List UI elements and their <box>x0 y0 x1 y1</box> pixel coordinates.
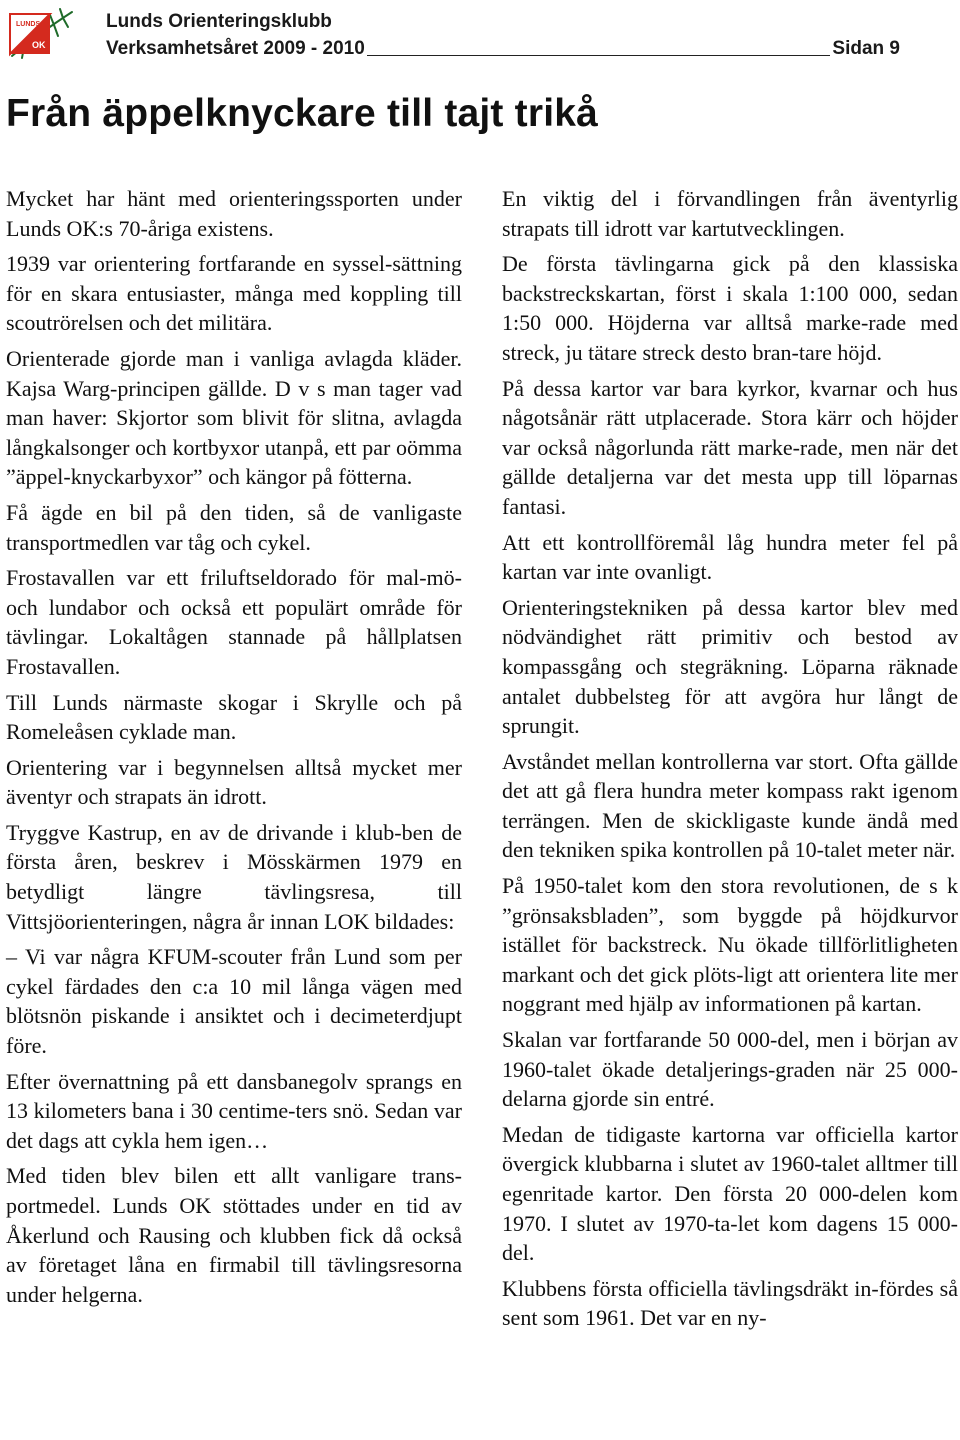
header-text <box>106 8 900 62</box>
paragraph: På dessa kartor var bara kyrkor, kvarnar och hus någotsånär rätt utplacerade. Stora kärr och höjder var också någorlunda rätt marke-rade, men när det gällde detaljerna var det mesta upp till löparnas fantasi. <box>502 375 958 519</box>
paragraph: Orienterade gjorde man i vanliga avlagda kläder. Kajsa Warg-principen gällde. D v s man tager vad man haver: Skjortor som blivit för slitna, avlagda långkalsonger och kortbyxor utanpå, ett par oömma ”äppel-knyckarbyxor” och kängor på fötterna. <box>6 345 462 490</box>
paragraph: De första tävlingarna gick på den klassiska backstreckskartan, först i skala 1:100 000, sedan 1:50 000. Höjderna var alltså marke-rade med streck, ju tätare streck desto bran-tare höjd. <box>502 251 958 365</box>
article-title: Från äppelknyckare till tajt trikå <box>6 92 599 135</box>
year-label: Verksamhetsåret 2009 - 2010 <box>106 38 365 59</box>
svg-text:OK: OK <box>32 40 46 50</box>
paragraph: En viktig del i förvandlingen från äventyrlig strapats till idrott var kartutvecklingen. <box>502 186 958 241</box>
paragraph: Medan de tidigaste kartorna var officiella kartor övergick klubbarna i slutet av 1960-talet alltmer till egenritade kartor. Den första 20 000-delen kom 1970. I slutet av 1970-ta-let kom dagens 15 000-del. <box>502 1121 958 1266</box>
right-column <box>502 184 958 1339</box>
page-header <box>0 0 960 70</box>
club-logo-icon <box>2 4 74 64</box>
paragraph: Skalan var fortfarande 50 000-del, men i början av 1960-talet ökade detaljerings-graden när 25 000-delarna gjorde sin entré. <box>502 1027 958 1112</box>
paragraph: Tryggve Kastrup, en av de drivande i klub-ben de första åren, beskrev i Mösskärmen 1979 en betydligt längre tävlingsresa, till Vittsjöorienteringen, några år innan LOK bildades: <box>6 819 462 934</box>
paragraph: Frostavallen var ett friluftseldorado för mal-mö- och lundabor och också ett populärt område för tävlingar. Lokaltågen stannade på hållplatsen Frostavallen. <box>6 565 462 679</box>
paragraph: Till Lunds närmaste skogar i Skrylle och på Romeleåsen cyklade man. <box>6 689 462 745</box>
paragraph: Klubbens första officiella tävlingsdräkt in-fördes så sent som 1961. Det var en ny- <box>502 1275 958 1331</box>
paragraph: – Vi var några KFUM-scouter från Lund som per cykel färdades den c:a 10 mil långa vägen med blötsnön piskande i ansiktet och i decimeterdjupt före. <box>6 944 462 1059</box>
paragraph: På 1950-talet kom den stora revolutionen, de s k ”grönsaksbladen”, som byggde på höjdkurvor istället för backstreck. Nu ökade tillförlitligheten markant och det gick plöts-ligt att orientera lite mer noggrant med hjälp av informationen på kartan. <box>502 873 958 1017</box>
paragraph: Efter övernattning på ett dansbanegolv sprangs en 13 kilometers bana i 30 centime-ters snö. Sedan var det dags att cykla hem igen… <box>6 1068 462 1153</box>
header-rule <box>367 55 831 56</box>
page-number: Sidan 9 <box>832 38 900 59</box>
header-line <box>106 35 900 62</box>
paragraph: Orienteringstekniken på dessa kartor blev med nödvändighet rätt primitiv och bestod av kompassgång och stegräkning. Löparna räknade antalet dubbelsteg för att avgöra hur långt de sprungit. <box>502 594 958 739</box>
svg-text:LUNDS: LUNDS <box>16 21 41 28</box>
paragraph: Avståndet mellan kontrollerna var stort. Ofta gällde det att gå flera hundra meter kompass rakt igenom terrängen. Men de skickligaste kunde ändå med den tekniken spika kontrollen på 10-talet meter när. <box>502 748 958 863</box>
left-column <box>6 184 462 1315</box>
paragraph: Mycket har hänt med orienteringssporten under Lunds OK:s 70-åriga existens. <box>6 186 462 241</box>
paragraph: Orientering var i begynnelsen alltså mycket mer äventyr och strapats än idrott. <box>6 754 462 810</box>
paragraph: 1939 var orientering fortfarande en syssel-sättning för en skara entusiaster, många med koppling till scoutrörelsen och det militära. <box>6 251 462 336</box>
paragraph: Med tiden blev bilen ett allt vanligare trans-portmedel. Lunds OK stöttades under en tid av Åkerlund och Rausing och klubben fick då också av företaget låna en firmabil till tävlingsresorna under helgerna. <box>6 1163 462 1307</box>
paragraph: Att ett kontrollföremål låg hundra meter fel på kartan var inte ovanligt. <box>502 529 958 585</box>
club-name: Lunds Orienteringsklubb <box>106 11 332 32</box>
paragraph: Få ägde en bil på den tiden, så de vanligaste transportmedlen var tåg och cykel. <box>6 499 462 555</box>
